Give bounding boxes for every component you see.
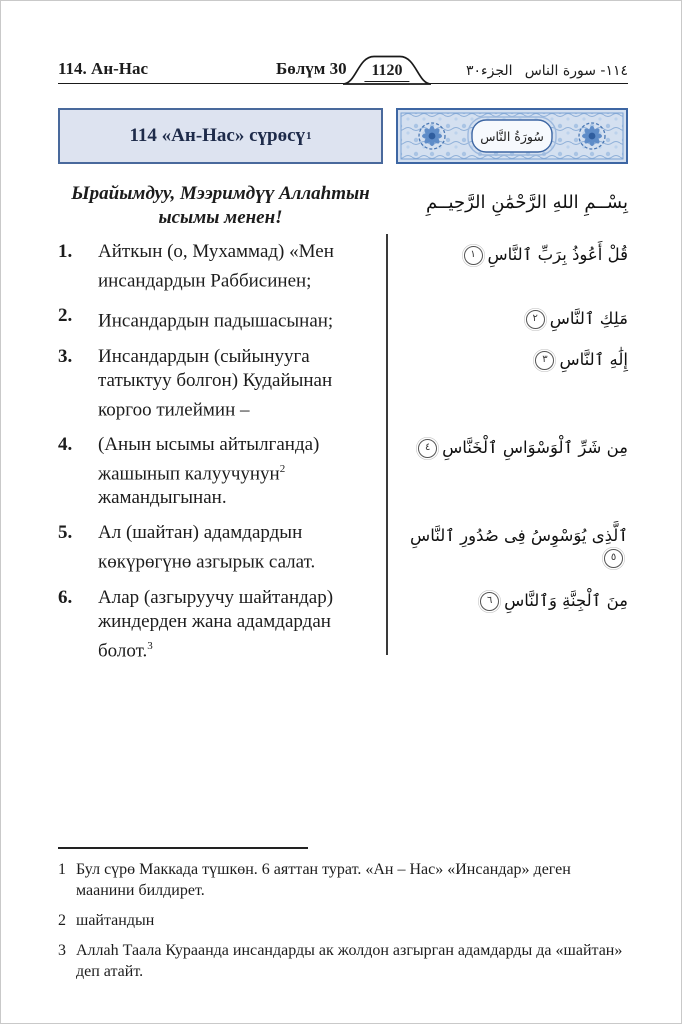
header-part-label: Бөлүм 30 <box>276 59 347 78</box>
footnote-separator <box>58 847 308 849</box>
footnote-number: 1 <box>58 861 66 878</box>
verse-text: Инсандардын (сыйынууга татыктуу болгон) Кудайынан коргоо тилеймин – <box>98 345 333 420</box>
page-number: 1120 <box>364 62 409 81</box>
footnote-number: 2 <box>58 912 66 929</box>
ayah-end-marker: ٥ <box>604 549 623 568</box>
verse-arabic: قُلْ أَعُوذُ بِرَبِّ ٱلنَّاسِ١ <box>387 240 628 293</box>
basmala-row <box>58 182 628 230</box>
surah-title-row <box>58 108 628 164</box>
ayah-end-marker: ٦ <box>480 592 499 611</box>
verse-number: 4. <box>58 433 73 455</box>
footnote-1 <box>58 859 628 901</box>
title-footnote-ref: 1 <box>306 130 312 142</box>
ayah-end-marker: ١ <box>464 246 483 265</box>
ayah-end-marker: ٣ <box>535 351 554 370</box>
verse-arabic: مِن شَرِّ ٱلْوَسْوَاسِ ٱلْخَنَّاسِ٤ <box>387 433 628 510</box>
verse-arabic: إِلَٰهِ ٱلنَّاسِ٣ <box>387 345 628 422</box>
verse-row-2 <box>58 304 628 333</box>
verse-arabic: مَلِكِ ٱلنَّاسِ٢ <box>387 304 628 333</box>
verse-number: 5. <box>58 522 73 544</box>
basmala-arabic: بِسْــمِ اللهِ الرَّحْمَٰنِ الرَّحِيــمِ <box>425 192 628 213</box>
surah-banner-ornament <box>396 108 628 164</box>
verse-number: 6. <box>58 586 73 608</box>
verse-row-1 <box>58 240 628 293</box>
footnote-number: 3 <box>58 942 66 959</box>
verse-arabic: ٱلَّذِى يُوَسْوِسُ فِى صُدُورِ ٱلنَّاسِ٥ <box>387 521 628 574</box>
verse-text: Алар (азгыруучу шайтандар) жиндерден жана адамдардан болот.$^3$ <box>98 586 334 661</box>
footnote-ref: 2 <box>279 462 286 475</box>
verse-row-5 <box>58 521 628 574</box>
surah-title-box <box>58 108 383 164</box>
footnote-2 <box>58 910 628 931</box>
verse-text: Инсандардын падышасынан; <box>98 310 334 332</box>
page-number-tab <box>343 53 431 85</box>
verse-number: 2. <box>58 305 73 327</box>
verse-arabic: مِنَ ٱلْجِنَّةِ وَٱلنَّاسِ٦ <box>387 586 628 663</box>
column-divider <box>386 234 388 655</box>
footnote-text: Бул сүрө Маккада түшкөн. 6 аяттан турат. «Ан – Нас» «Инсандар» деген маанини билдирет. <box>76 861 571 899</box>
verse-row-6 <box>58 586 628 663</box>
header-surah-name-arabic: ١١٤- سورة الناس <box>524 63 628 79</box>
footnotes-section <box>58 847 628 991</box>
surah-title-text: 114 «Ан-Нас» сүрөсү <box>129 125 306 146</box>
verse-row-4 <box>58 433 628 510</box>
ayah-end-marker: ٢ <box>526 310 545 329</box>
footnote-text: шайтандын <box>76 912 155 929</box>
ayah-end-marker: ٤ <box>418 439 437 458</box>
flower-icon <box>419 123 445 149</box>
verse-number: 1. <box>58 241 73 262</box>
page-header <box>58 56 628 84</box>
verse-row-3 <box>58 345 628 422</box>
footnote-text: Аллаһ Таала Кураанда инсандарды ак жолдон азгырган адамдарды да «шайтан» деп атайт. <box>76 942 623 980</box>
basmala-kyrgyz: Ырайымдуу, Мээримдүү Аллаһтын ысымы менен! <box>71 183 370 228</box>
header-surah-name-kyrgyz: 114. Ан-Нас <box>58 59 149 78</box>
verse-number: 3. <box>58 345 73 367</box>
verse-text: Айткын (о, Мухаммад) «Мен инсандардын Раббисинен; <box>98 241 334 292</box>
verses-section <box>58 240 628 663</box>
flower-icon <box>579 123 605 149</box>
verse-text: Ал (шайтан) адамдардын көкүрөгүнө азгырык салат. <box>98 522 316 573</box>
verse-text: (Анын ысымы айтылганда) жашынып калуучунун$^2$ жамандыгынан. <box>98 433 320 509</box>
footnote-3 <box>58 940 628 982</box>
surah-banner-arabic-text: سُورَةُ النَّاس <box>480 129 544 144</box>
header-juz-arabic: الجزء٣٠ <box>466 63 513 79</box>
footnote-ref: 3 <box>147 639 153 652</box>
